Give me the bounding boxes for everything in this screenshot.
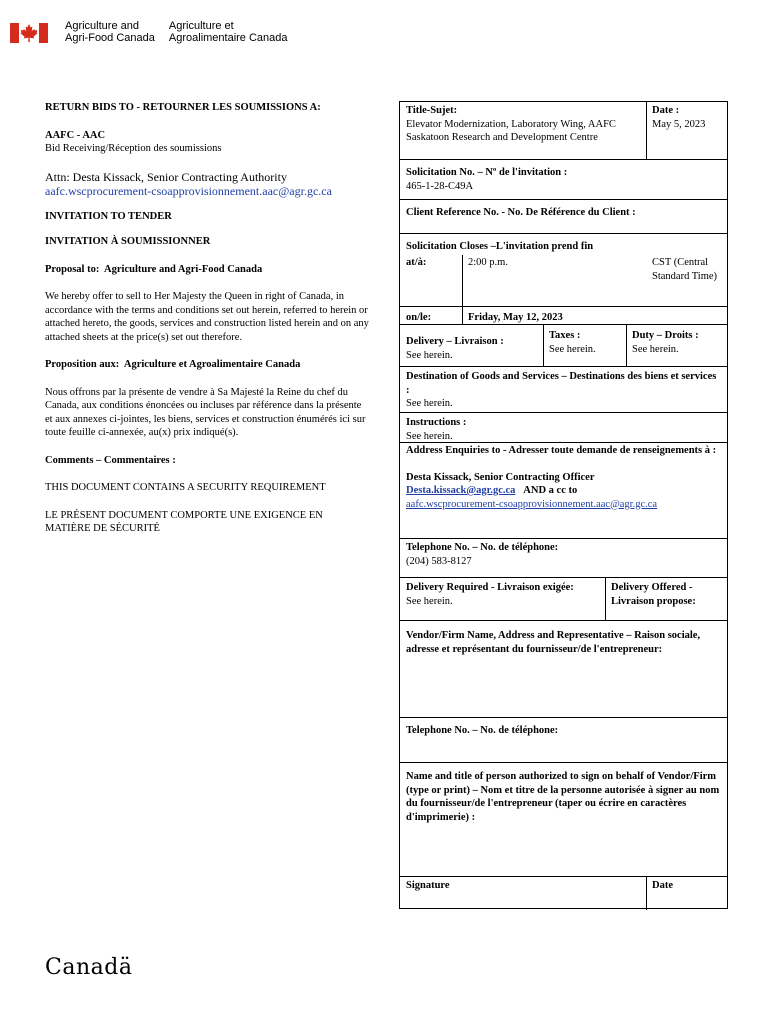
dept-fr-line2: Agroalimentaire Canada: [168, 32, 288, 44]
dept-fr-line1: Agriculture et: [168, 20, 234, 32]
canada-wordmark: Canadä: [45, 955, 133, 980]
security-fr-text: LE PRÉSENT DOCUMENT COMPORTE UNE EXIGENCE EN MATIÈRE DE SÉCURITÉ: [45, 509, 323, 534]
solicitation-closes-label: [400, 238, 728, 256]
solicitation-cell: [400, 164, 728, 195]
vendor-telephone-field[interactable]: [400, 722, 728, 762]
client-reference-cell: [400, 204, 728, 222]
vendor-label: Vendor/Firm Name, Address and Representative – Raison sociale, adresse et représentant du fournisseur/de l'entrepreneur:: [406, 630, 701, 655]
closes-label-text: Solicitation Closes –L'invitation prend fin: [406, 241, 594, 252]
telephone-value: (204) 583-8127: [406, 555, 472, 567]
telephone-cell: [400, 539, 728, 570]
aafc-label: AAFC - AAC: [45, 129, 106, 141]
offer-en-paragraph: We hereby offer to sell to Her Majesty the Queen in right of Canada, in accordance with the terms and conditions set out herein, referred to herein or attached hereto, the goods, services and construction listed herein and on any attached sheets at the price(s) set out therefore.: [45, 291, 369, 343]
tender-form: [399, 101, 728, 909]
closing-time-cell: [462, 254, 582, 272]
contact-and-cc: AND a cc to: [523, 485, 578, 496]
signature-label: Signature: [406, 880, 450, 891]
enquiries-cell: [400, 442, 728, 513]
signature-field[interactable]: [400, 877, 646, 910]
invitation-fr-heading: INVITATION À SOUMISSIONNER: [45, 236, 211, 247]
solicitation-value: 465-1-28-C49A: [406, 180, 474, 192]
department-name-en: [65, 20, 155, 44]
date-value: May 5, 2023: [652, 118, 706, 130]
client-reference-label: Client Reference No. - No. De Référence du Client :: [406, 207, 636, 218]
contact-email-line: [406, 484, 722, 498]
delivery-offered-label: Delivery Offered - Livraison propose:: [611, 582, 696, 607]
proposal-to-label: Proposal to:: [45, 263, 100, 275]
taxes-cell: [543, 327, 626, 358]
destination-label: Destination of Goods and Services – Destinations des biens et services :: [406, 371, 717, 396]
delivery-value: See herein.: [406, 349, 453, 361]
at-label-cell: [400, 254, 462, 272]
delivery-required-value: See herein.: [406, 595, 453, 607]
closing-date-cell: [462, 309, 728, 327]
proposition-aux: [45, 358, 370, 372]
destination-cell: [400, 368, 728, 413]
proposition-value: Agriculture et Agroalimentaire Canada: [123, 359, 301, 370]
instructions-label: Instructions :: [406, 417, 467, 428]
title-value: Elevator Modernization, Laboratory Wing, AAFC Saskatoon Research and Development Centre: [406, 118, 616, 143]
timezone-value: CST (Central Standard Time): [652, 257, 718, 282]
title-cell: [400, 102, 646, 147]
solicitation-label: Solicitation No. – Nº de l'invitation :: [406, 167, 568, 178]
vendor-field[interactable]: [400, 627, 728, 717]
contact-email2-link[interactable]: aafc.wscprocurement-csoapprovisionnement.aac@agr.gc.ca: [406, 498, 658, 510]
taxes-label: Taxes :: [549, 330, 581, 341]
authorized-person-field[interactable]: [400, 768, 728, 876]
on-label-cell: [400, 309, 462, 327]
bid-receiving-text: Bid Receiving/Réception des soumissions: [45, 143, 222, 154]
contact-name: Desta Kissack, Senior Contracting Officer: [406, 471, 595, 483]
security-en-text: THIS DOCUMENT CONTAINS A SECURITY REQUIREMENT: [45, 482, 326, 493]
at-label: at/à:: [406, 257, 427, 268]
offer-fr-paragraph: Nous offrons par la présente de vendre à Sa Majesté la Reine du chef du Canada, aux conditions énoncées ou incluses par référence dans la présente et aux annexes ci-jointes, les biens, services et construction énumérés ici sur toute feuille ci-annexée, au(x) prix indiqué(s).: [45, 386, 366, 438]
on-label: on/le:: [406, 312, 432, 323]
procurement-email-link[interactable]: aafc.wscprocurement-csoapprovisionnement.aac@agr.gc.ca: [45, 183, 332, 198]
title-label: Title-Sujet:: [406, 105, 458, 116]
duty-value: See herein.: [632, 343, 679, 355]
instructions-value: See herein.: [406, 430, 453, 442]
vendor-telephone-label: Telephone No. – No. de téléphone:: [406, 725, 559, 736]
timezone-cell: [646, 254, 728, 285]
proposition-label: Proposition aux:: [45, 359, 120, 370]
telephone-label: Telephone No. – No. de téléphone:: [406, 542, 559, 553]
delivery-required-label: Delivery Required - Livraison exigée:: [406, 582, 574, 593]
delivery-required-cell: [400, 579, 605, 610]
signature-date-label: Date: [652, 880, 673, 891]
delivery-label: Delivery – Livraison :: [406, 336, 504, 347]
instructions-cell: [400, 414, 728, 445]
duty-label: Duty – Droits :: [632, 330, 699, 341]
delivery-cell: [400, 333, 543, 364]
canada-flag-icon: [10, 23, 48, 43]
enquiries-label: Address Enquiries to - Adresser toute demande de renseignements à :: [406, 445, 717, 456]
closing-time-value: 2:00 p.m.: [468, 257, 508, 268]
destination-value: See herein.: [406, 398, 453, 409]
taxes-value: See herein.: [549, 343, 596, 355]
duty-cell: [626, 327, 728, 358]
dept-en-line1: Agriculture and: [65, 20, 139, 32]
contact-email-link[interactable]: Desta.kissack@agr.gc.ca: [406, 485, 516, 496]
invitation-en-heading: INVITATION TO TENDER: [45, 210, 172, 222]
comments-label: Comments – Commentaires :: [45, 454, 176, 466]
authorized-label: Name and title of person authorized to sign on behalf of Vendor/Firm (type or print) – Nom et titre de la personne autorisée à signer au nom du fournisseur/de l'entrepreneur (taper ou écrire en caractères d'imprimerie) :: [406, 771, 720, 823]
left-column: [45, 101, 370, 536]
department-name-fr: [169, 20, 288, 44]
return-bids-heading: RETURN BIDS TO - RETOURNER LES SOUMISSIONS A:: [45, 102, 321, 113]
date-cell: [646, 102, 728, 133]
date-label: Date :: [652, 105, 680, 116]
government-header: [10, 20, 302, 44]
delivery-offered-cell: [605, 579, 728, 610]
attn-text: Attn: Desta Kissack, Senior Contracting Authority: [45, 169, 287, 184]
signature-date-field[interactable]: [646, 877, 728, 910]
proposal-to-value: Agriculture and Agri-Food Canada: [104, 263, 263, 275]
proposal-to: [45, 263, 370, 277]
dept-en-line2: Agri-Food Canada: [65, 32, 155, 44]
closing-date-value: Friday, May 12, 2023: [468, 312, 563, 323]
